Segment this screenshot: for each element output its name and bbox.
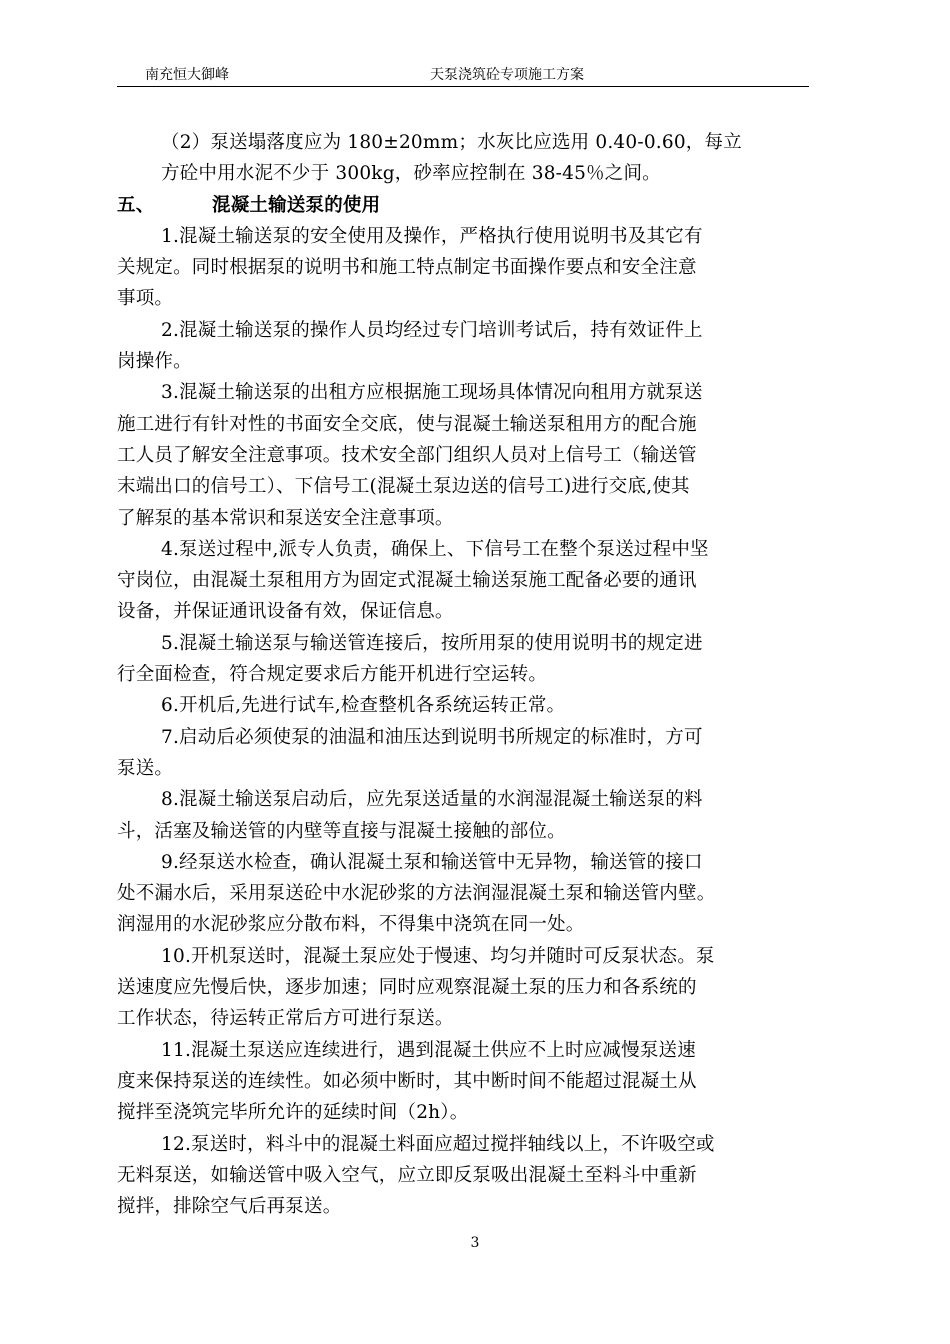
text-line: 5.混凝土输送泵与输送管连接后，按所用泵的使用说明书的规定进 (161, 632, 703, 654)
text-line: 设备，并保证通讯设备有效，保证信息。 (117, 601, 454, 623)
text-line: 3.混凝土输送泵的出租方应根据施工现场具体情况向租用方就泵送 (161, 382, 703, 404)
section-number: 五、 (117, 194, 155, 216)
text-line: 行全面检查，符合规定要求后方能开机进行空运转。 (117, 664, 548, 686)
text-line: 末端出口的信号工）、下信号工(混凝土泵边送的信号工)进行交底,使其 (117, 476, 690, 498)
text-line: 1.混凝土输送泵的安全使用及操作，严格执行使用说明书及其它有 (161, 225, 703, 247)
text-line: 守岗位，由混凝土泵租用方为固定式混凝土输送泵施工配备必要的通讯 (117, 570, 697, 592)
text-line: 工人员了解安全注意事项。技术安全部门组织人员对上信号工（输送管 (117, 444, 697, 466)
text-line: 搅拌至浇筑完毕所允许的延续时间（2h）。 (117, 1102, 469, 1124)
text-line: 斗，活塞及输送管的内壁等直接与混凝土接触的部位。 (117, 820, 566, 842)
text-line: 8.混凝土输送泵启动后，应先泵送适量的水润湿混凝土输送泵的料 (161, 789, 703, 811)
text-line: 送速度应先慢后快，逐步加速；同时应观察混凝土泵的压力和各系统的 (117, 977, 697, 999)
text-line: 2.混凝土输送泵的操作人员均经过专门培训考试后，持有效证件上 (161, 319, 703, 341)
text-line: 工作状态，待运转正常后方可进行泵送。 (117, 1008, 454, 1030)
text-line: 搅拌，排除空气后再泵送。 (117, 1196, 342, 1218)
document-body (117, 127, 817, 1222)
text-line: 了解泵的基本常识和泵送安全注意事项。 (117, 507, 454, 529)
page-number: 3 (470, 1235, 480, 1251)
text-line: 处不漏水后，采用泵送砼中水泥砂浆的方法润湿混凝土泵和输送管内壁。 (117, 883, 716, 905)
text-line: 施工进行有针对性的书面安全交底，使与混凝土输送泵租用方的配合施 (117, 413, 697, 435)
text-line: 10.开机泵送时，混凝土泵应处于慢速、均匀并随时可反泵状态。泵 (161, 945, 715, 967)
text-line: 6.开机后,先进行试车,检查整机各系统运转正常。 (161, 695, 566, 717)
text-line: 度来保持泵送的连续性。如必须中断时，其中断时间不能超过混凝土从 (117, 1070, 697, 1092)
text-line: 12.泵送时，料斗中的混凝土料面应超过搅拌轴线以上，不许吸空或 (161, 1133, 715, 1155)
text-line: 岗操作。 (117, 351, 192, 373)
text-line: 7.启动后必须使泵的油温和油压达到说明书所规定的标准时，方可 (161, 726, 703, 748)
section-title: 混凝土输送泵的使用 (212, 194, 381, 216)
text-line: 关规定。同时根据泵的说明书和施工特点制定书面操作要点和安全注意 (117, 257, 697, 279)
text-line: 9.经泵送水检查，确认混凝土泵和输送管中无异物，输送管的接口 (161, 851, 703, 873)
page-header (117, 62, 809, 87)
header-document-title: 天泵浇筑砼专项施工方案 (430, 67, 584, 83)
text-line: 方砼中用水泥不少于 300kg，砂率应控制在 38-45％之间。 (161, 163, 661, 185)
text-line: 4.泵送过程中,派专人负责，确保上、下信号工在整个泵送过程中坚 (161, 538, 709, 560)
text-line: （2）泵送塌落度应为 180±20mm；水灰比应选用 0.40-0.60，每立 (161, 132, 742, 153)
text-line: 11.混凝土泵送应连续进行，遇到混凝土供应不上时应减慢泵送速 (161, 1039, 696, 1061)
text-line: 无料泵送，如输送管中吸入空气，应立即反泵吸出混凝土至料斗中重新 (117, 1164, 697, 1186)
text-line: 事项。 (117, 288, 174, 310)
section-heading (117, 190, 817, 221)
header-project-name: 南充恒大御峰 (145, 67, 229, 83)
text-line: 泵送。 (117, 757, 174, 779)
text-line: 润湿用的水泥砂浆应分散布料，不得集中浇筑在同一处。 (117, 914, 585, 936)
